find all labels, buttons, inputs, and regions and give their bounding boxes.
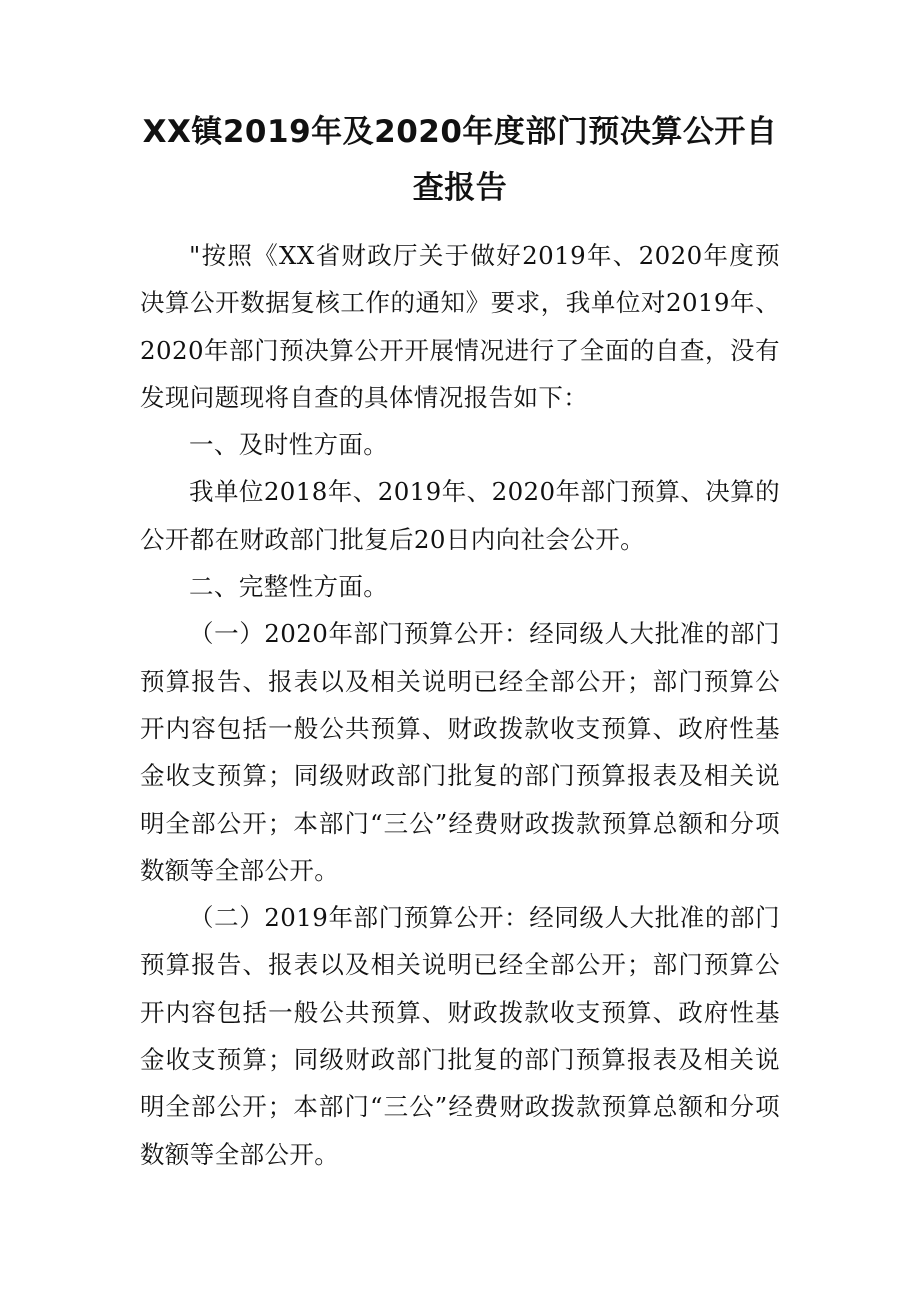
section-heading-completeness: 二、完整性方面。 [189, 572, 389, 602]
paragraph-budget-2019: （二）2019年部门预算公开：经同级人大批准的部门预算报告、报表以及相关说明已经全部公开；部门预算公开内容包括一般公共预算、财政拨款收支预算、政府性基金收支预算；同级财政部门批复的部门预算报表及相关说明全部公开；本部门“三公”经费财政拨款预算总额和分项数额等全部公开。 [140, 903, 780, 1169]
paragraph-budget-2020: （一）2020年部门预算公开：经同级人大批准的部门预算报告、报表以及相关说明已经全部公开；部门预算公开内容包括一般公共预算、财政拨款收支预算、政府性基金收支预算；同级财政部门批复的部门预算报表及相关说明全部公开；本部门“三公”经费财政拨款预算总额和分项数额等全部公开。 [140, 619, 780, 885]
document-body [140, 232, 780, 1178]
section-heading-timeliness: 一、及时性方面。 [189, 430, 389, 460]
paragraph-intro: "按照《XX省财政厅关于做好2019年、2020年度预决算公开数据复核工作的通知》要求，我单位对2019年、2020年部门预决算公开开展情况进行了全面的自查，没有发现问题现将自查的具体情况报告如下： [140, 241, 780, 412]
document-title: XX镇2019年及2020年度部门预决算公开自查报告 [142, 114, 778, 206]
paragraph-timeliness: 我单位2018年、2019年、2020年部门预算、决算的公开都在财政部门批复后20日内向社会公开。 [140, 477, 780, 554]
